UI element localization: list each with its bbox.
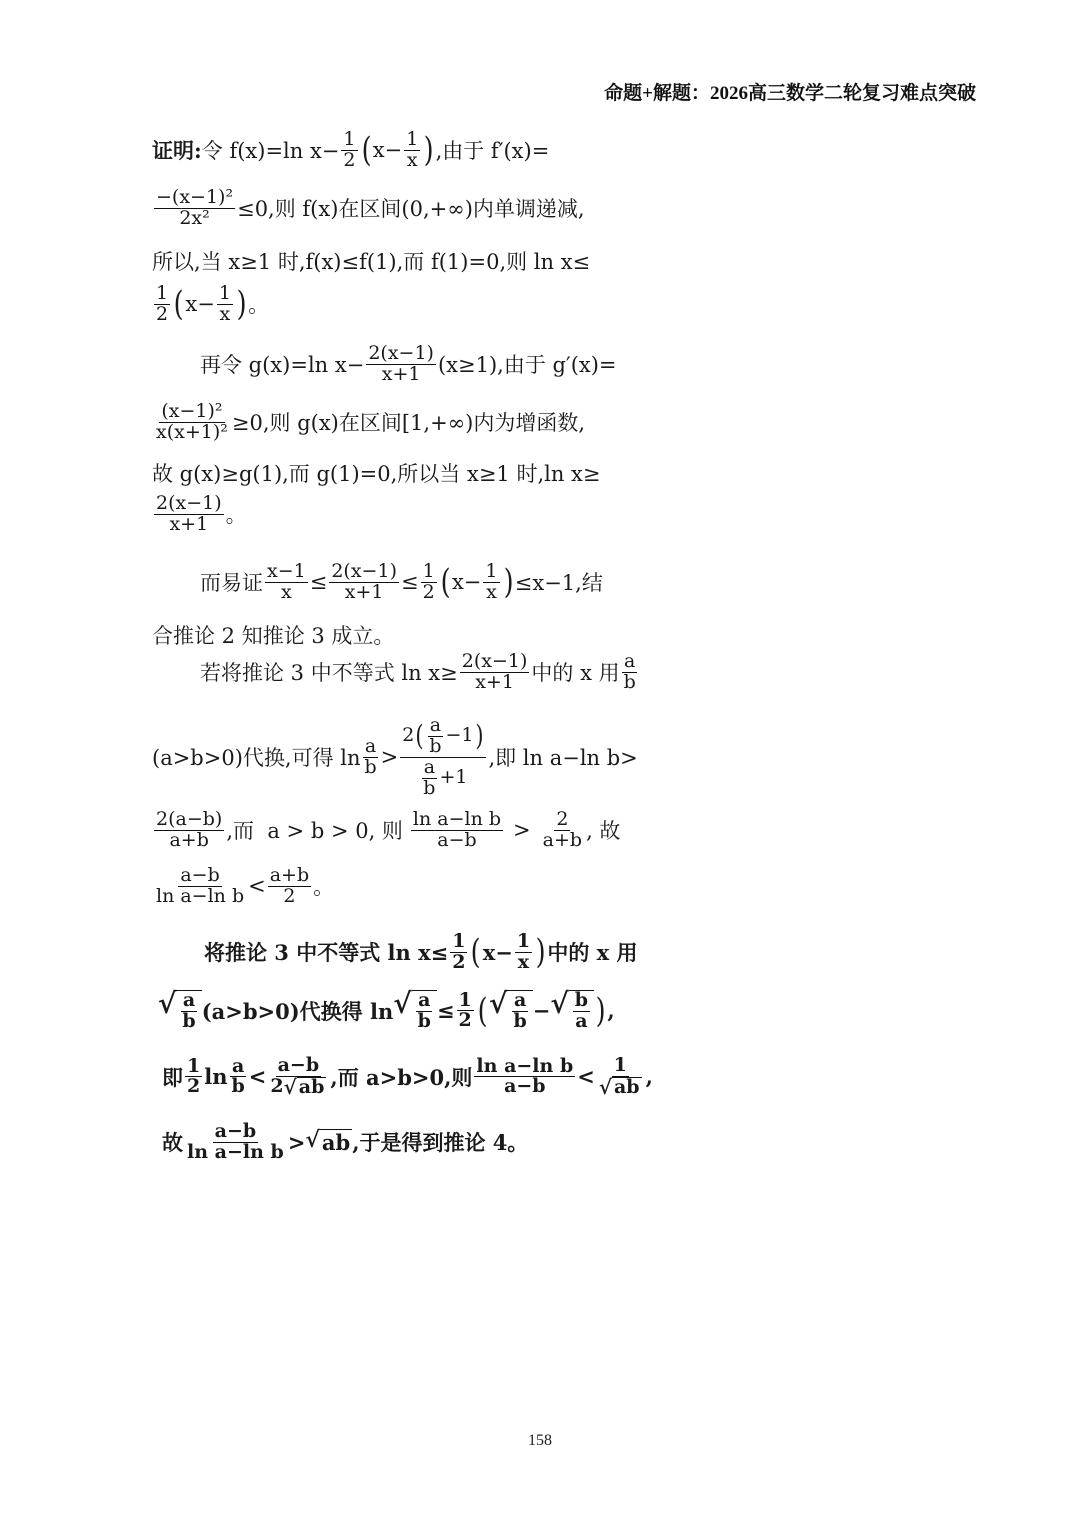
text: 中的 x 用 bbox=[547, 940, 638, 966]
fraction: $\frac{2(x-1)}{x+1}$ bbox=[461, 650, 528, 693]
fraction-half: $\frac{1}{2}$ bbox=[187, 1054, 201, 1098]
proof-line-17 bbox=[162, 1056, 653, 1098]
text: ≤ bbox=[309, 570, 328, 595]
text: 合推论 2 知推论 3 成立。 bbox=[152, 624, 395, 648]
text: , 故 bbox=[586, 819, 621, 844]
text: ,于是得到推论 4。 bbox=[352, 1130, 529, 1156]
text: (x≥1),由于 g′(x)= bbox=[437, 353, 617, 378]
text: x− bbox=[372, 138, 403, 163]
fraction: $\frac{2(x-1)}{x+1}$ bbox=[368, 342, 434, 385]
sqrt-a-over-b: √ $\frac{a}{b}$ bbox=[489, 990, 533, 1032]
text: ≤x−1,结 bbox=[514, 571, 603, 596]
fraction: $\frac{2(x-1)}{x+1}$ bbox=[156, 492, 222, 535]
fraction: $\frac{2(a-b)}{a+b}$ bbox=[156, 808, 223, 851]
compound-fraction: 2 ( $\frac{a}{b}$ −1 ) $\frac{a}{b}$ +1 bbox=[400, 716, 486, 799]
proof-line-3 bbox=[152, 246, 590, 276]
text: (a>b>0)代换,可得 ln bbox=[152, 746, 361, 771]
text: 令 f(x)=ln x− bbox=[201, 139, 340, 164]
fraction: 1 √ ab bbox=[598, 1054, 640, 1099]
proof-line-14 bbox=[152, 866, 334, 907]
text: 若将推论 3 中不等式 ln x≥ bbox=[200, 661, 458, 686]
text: ≤ bbox=[436, 998, 455, 1024]
fraction: $\frac{a-b}{\text{ln a−ln b}}$ bbox=[187, 1120, 284, 1163]
text: x− bbox=[482, 939, 513, 965]
text: 而易证 bbox=[200, 571, 263, 596]
left-paren: ( bbox=[361, 130, 372, 171]
sqrt-a-over-b: √ $\frac{a}{b}$ bbox=[158, 990, 202, 1032]
fraction-one-over-x: $\frac{1}{x}$ bbox=[406, 128, 419, 171]
text: < bbox=[248, 1064, 267, 1090]
proof-line-8 bbox=[152, 494, 247, 535]
text: 。 bbox=[313, 875, 335, 900]
proof-label: 证明: bbox=[152, 138, 202, 164]
text: − bbox=[532, 998, 551, 1024]
fraction: $\frac{2}{a+b}$ bbox=[542, 808, 583, 851]
fraction: $\frac{\text{ln a−ln b}}{a-b}$ bbox=[476, 1054, 574, 1098]
text: < bbox=[577, 1064, 595, 1090]
fraction: $\frac{a-b}{\text{ln a−ln b}}$ bbox=[156, 864, 245, 907]
right-paren: ) bbox=[503, 562, 514, 603]
sqrt-ab: √ ab bbox=[305, 1127, 351, 1156]
fraction-one-over-x: $\frac{1}{x}$ bbox=[516, 930, 531, 973]
text: x− bbox=[451, 570, 482, 595]
text: > bbox=[513, 818, 531, 843]
proof-line-18 bbox=[162, 1122, 528, 1163]
right-paren: ) bbox=[236, 284, 247, 325]
left-paren: ( bbox=[440, 562, 451, 603]
fraction-derivative: $\frac{\text{−(x−1)²}}{\text{2x²}}$ bbox=[156, 186, 234, 229]
proof-line-16 bbox=[158, 987, 615, 1032]
fraction-a-over-b: $\frac{a}{b}$ bbox=[623, 650, 636, 693]
text: 再令 g(x)=ln x− bbox=[200, 353, 365, 378]
proof-line-13 bbox=[152, 810, 620, 851]
fraction-half: $\frac{1}{2}$ bbox=[422, 560, 435, 603]
text: (a>b>0)代换得 ln bbox=[201, 998, 394, 1024]
text: , bbox=[645, 1064, 653, 1090]
fraction: $\frac{x-1}{x}$ bbox=[267, 560, 306, 603]
fraction-half: $\frac{1}{2}$ bbox=[452, 930, 466, 973]
sqrt-b-over-a: √ $\frac{b}{a}$ bbox=[550, 990, 594, 1032]
sqrt-a-over-b: √ $\frac{a}{b}$ bbox=[393, 990, 437, 1032]
fraction: $\frac{\text{(x−1)²}}{\text{x(x+1)²}}$ bbox=[156, 400, 228, 443]
text: 故 g(x)≥g(1),而 g(1)=0,所以当 x≥1 时,ln x≥ bbox=[152, 462, 601, 486]
right-paren: ) bbox=[595, 990, 606, 1031]
proof-line-9 bbox=[200, 562, 603, 603]
text: ≤0,则 f(x)在区间(0,+∞)内单调递减, bbox=[237, 197, 585, 222]
right-paren: ) bbox=[423, 130, 434, 171]
fraction-half: $\frac{1}{2}$ bbox=[458, 988, 472, 1032]
text: 。 bbox=[225, 503, 247, 528]
fraction: $\frac{2(x-1)}{x+1}$ bbox=[331, 560, 397, 603]
fraction-half: $\frac{1}{2}$ bbox=[156, 282, 169, 325]
proof-line-7 bbox=[152, 458, 601, 488]
text: ,即 ln a−ln b> bbox=[488, 746, 638, 771]
fraction: $\frac{\text{ln a−ln b}}{a-b}$ bbox=[412, 808, 502, 851]
fraction: $\frac{a+b}{2}$ bbox=[269, 864, 310, 907]
proof-line-15 bbox=[204, 932, 638, 973]
proof-line-5 bbox=[200, 344, 617, 385]
left-paren: ( bbox=[477, 990, 488, 1031]
text: ,而 a>b>0,则 bbox=[330, 1064, 473, 1090]
fraction-half: $\frac{1}{2}$ bbox=[343, 128, 356, 171]
text: ≤ bbox=[400, 570, 419, 595]
page-header: 命题+解题：2026高三数学二轮复习难点突破 bbox=[604, 83, 976, 104]
text: 将推论 3 中不等式 ln x≤ bbox=[204, 940, 449, 966]
text: ,而 a > b > 0, 则 bbox=[226, 819, 403, 844]
text: 所以,当 x≥1 时,f(x)≤f(1),而 f(1)=0,则 ln x≤ bbox=[152, 250, 591, 274]
text: > bbox=[287, 1129, 306, 1155]
text: ln bbox=[204, 1064, 228, 1090]
left-paren: ( bbox=[173, 284, 184, 325]
text: , bbox=[607, 998, 615, 1024]
text: x− bbox=[185, 292, 215, 317]
left-paren: ( bbox=[471, 932, 482, 973]
proof-line-2 bbox=[152, 188, 585, 229]
proof-line-11 bbox=[200, 652, 640, 693]
text: ,由于 f′(x)= bbox=[435, 139, 550, 164]
fraction-a-over-b: $\frac{a}{b}$ bbox=[231, 1054, 245, 1098]
text: 即 bbox=[162, 1064, 183, 1090]
fraction: a−b 2 √ ab bbox=[270, 1054, 325, 1099]
fraction-one-over-x: $\frac{1}{x}$ bbox=[218, 282, 231, 325]
text: < bbox=[248, 874, 266, 899]
proof-line-12 bbox=[152, 716, 638, 799]
proof-line-1 bbox=[152, 130, 549, 171]
text: > bbox=[380, 745, 399, 770]
text: ≥0,则 g(x)在区间[1,+∞)内为增函数, bbox=[231, 411, 586, 436]
proof-line-6 bbox=[152, 402, 585, 443]
text: 中的 x 用 bbox=[531, 661, 620, 686]
proof-line-10 bbox=[152, 620, 394, 650]
fraction-a-over-b: $\frac{a}{b}$ bbox=[364, 734, 377, 778]
proof-line-4 bbox=[152, 284, 269, 325]
page-number: 158 bbox=[528, 1432, 552, 1449]
fraction-one-over-x: $\frac{1}{x}$ bbox=[485, 560, 498, 603]
text: 故 bbox=[162, 1130, 183, 1156]
text: 。 bbox=[248, 293, 270, 318]
right-paren: ) bbox=[535, 932, 546, 973]
